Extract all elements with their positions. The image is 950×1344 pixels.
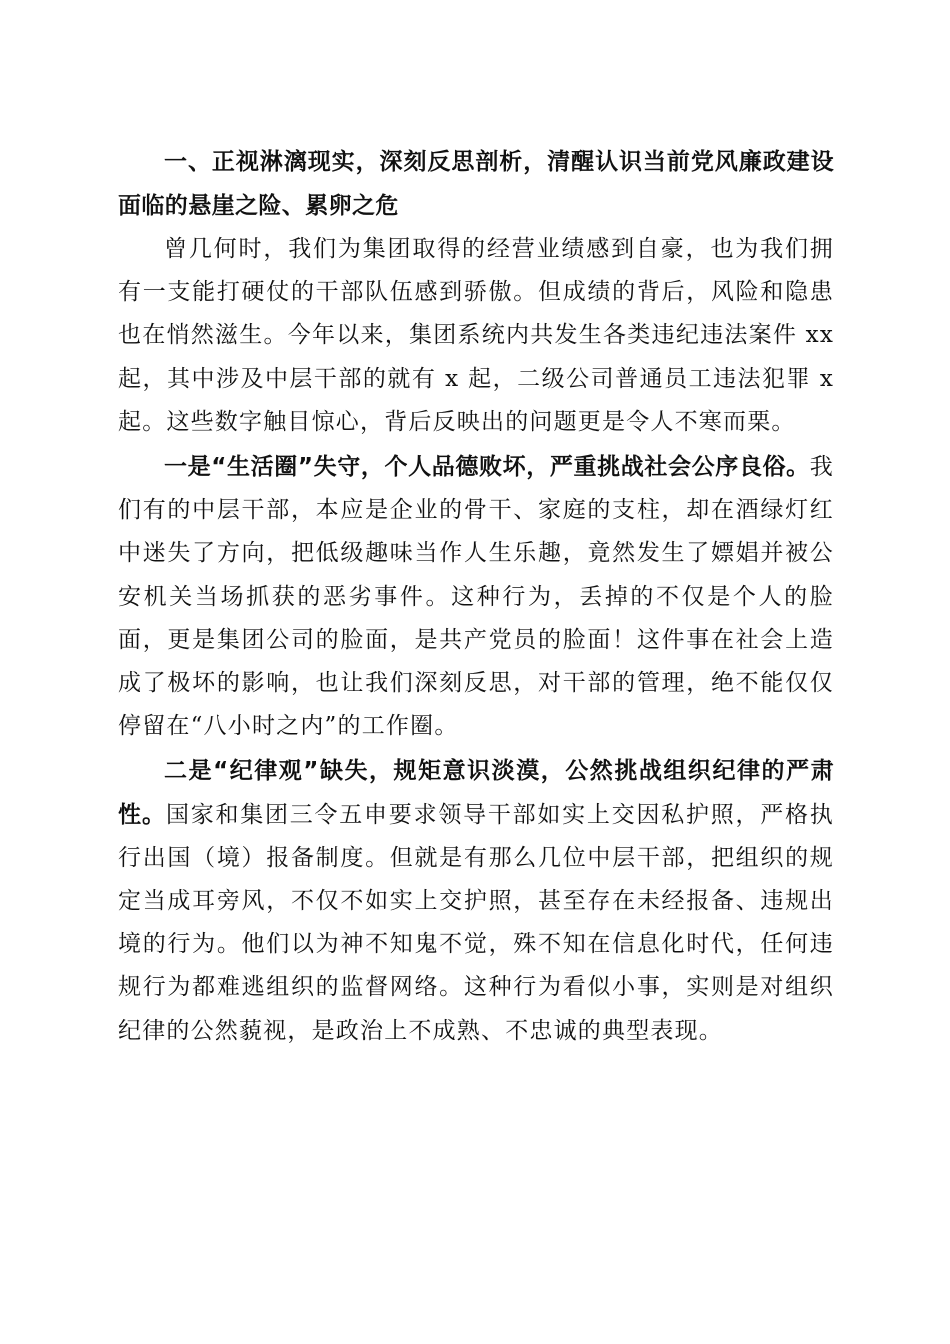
section-heading: 一、正视淋漓现实，深刻反思剖析，清醒认识当前党风廉政建设面临的悬崖之险、累卵之危 [118,149,834,219]
document-page [118,140,834,1053]
point-one-lead: 一是“生活圈”失守，个人品德败坏，严重挑战社会公序良俗。 [164,454,810,481]
point-two-paragraph [118,750,834,1052]
point-two-lead: 二是“纪律观”缺失，规矩意识淡漠，公然挑战组织纪律的严肃性。 [118,758,834,828]
point-two-body: 国家和集团三令五申要求领导干部如实上交因私护照，严格执行出国（境）报备制度。但就是有那么几位中层干部，把组织的规定当成耳旁风，不仅不如实上交护照，甚至存在未经报备、违规出境的行为。他们以为神不知鬼不觉，殊不知在信息化时代，任何违规行为都难逃组织的监督网络。这种行为看似小事，实则是对组织纪律的公然藐视，是政治上不成熟、不忠诚的典型表现。 [118,801,834,1044]
point-one-paragraph [118,446,834,748]
intro-paragraph: 曾几何时，我们为集团取得的经营业绩感到自豪，也为我们拥有一支能打硬仗的干部队伍感到骄傲。但成绩的背后，风险和隐患也在悄然滋生。今年以来，集团系统内共发生各类违纪违法案件 xx 起，其中涉及中层干部的就有 x 起，二级公司普通员工违法犯罪 x 起。这些数字触目惊心，背后反映出的问题更是令人不寒而栗。 [118,236,834,435]
point-one-body: 我们有的中层干部，本应是企业的骨干、家庭的支柱，却在酒绿灯红中迷失了方向，把低级趣味当作人生乐趣，竟然发生了嫖娼并被公安机关当场抓获的恶劣事件。这种行为，丢掉的不仅是个人的脸面，更是集团公司的脸面，是共产党员的脸面！这件事在社会上造成了极坏的影响，也让我们深刻反思，对干部的管理，绝不能仅仅停留在“八小时之内”的工作圈。 [118,454,834,740]
